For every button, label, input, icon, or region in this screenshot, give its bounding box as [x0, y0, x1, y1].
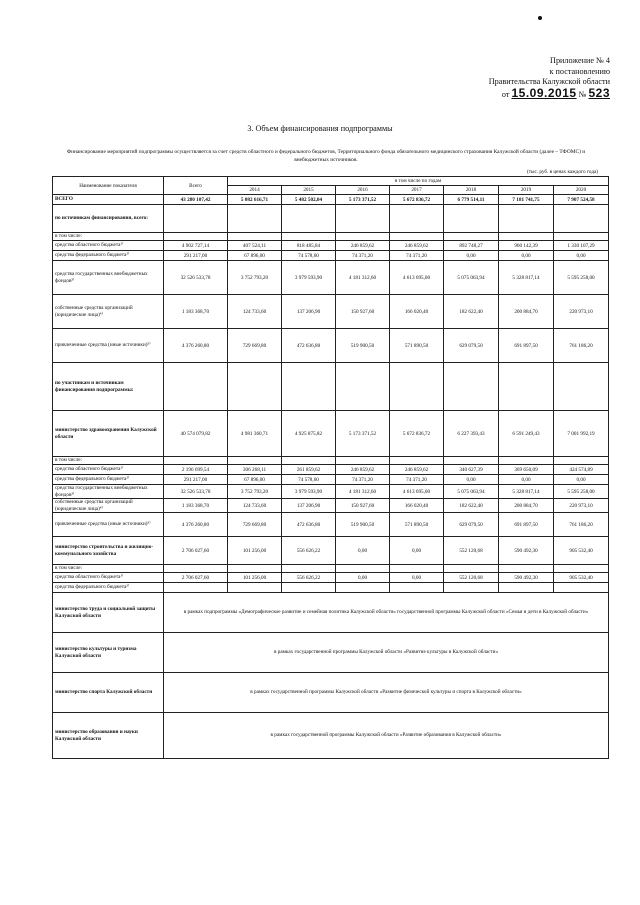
row-label: по участникам и источникам финансирования подпрограммы:	[53, 363, 164, 411]
header-total: Всего	[164, 177, 228, 195]
row-label: средства федерального бюджета²⁾	[53, 251, 164, 261]
cell-value: 246 859,62	[390, 241, 444, 251]
appendix-date: 15.09.2015	[511, 85, 577, 100]
row-label: министерство спорта Калужской области	[53, 673, 164, 713]
cell-value: 5 595 258,00	[554, 261, 609, 295]
cell-value	[390, 363, 444, 411]
cell-value: 761 186,20	[554, 329, 609, 363]
table-body	[53, 195, 609, 759]
cell-value: 5 328 817,14	[499, 261, 554, 295]
cell-value: 200 884,70	[499, 295, 554, 329]
row-label: средства областного бюджета¹⁾	[53, 573, 164, 583]
cell-value	[164, 583, 228, 593]
table-row	[53, 329, 609, 363]
cell-value: 5 328 817,14	[499, 485, 554, 499]
cell-value	[282, 205, 336, 233]
cell-value: 5 173 371,52	[336, 411, 390, 457]
cell-value	[444, 363, 499, 411]
page-mark	[538, 16, 542, 20]
cell-value	[390, 457, 444, 465]
cell-value	[554, 457, 609, 465]
cell-value	[499, 583, 554, 593]
cell-value: 67 896,00	[228, 475, 282, 485]
cell-value	[164, 363, 228, 411]
cell-value: 74 371,20	[336, 251, 390, 261]
cell-value	[390, 205, 444, 233]
cell-value	[444, 583, 499, 593]
cell-value: 246 859,62	[336, 241, 390, 251]
table-row	[53, 251, 609, 261]
cell-value: 4 376 260,80	[164, 329, 228, 363]
cell-value	[228, 457, 282, 465]
cell-value: 220 973,10	[554, 499, 609, 513]
cell-value	[390, 233, 444, 241]
cell-value: 5 075 063,94	[444, 261, 499, 295]
cell-value: 590 492,30	[499, 573, 554, 583]
cell-value: 892 748,27	[444, 241, 499, 251]
cell-value	[444, 205, 499, 233]
cell-value: 552 120,68	[444, 573, 499, 583]
cell-value	[228, 233, 282, 241]
cell-value: 4 613 695,00	[390, 261, 444, 295]
table-row	[53, 513, 609, 537]
table-row-merged	[53, 633, 609, 673]
cell-value: 0,00	[499, 475, 554, 485]
num-prefix: №	[578, 89, 587, 99]
cell-value: 101 256,00	[228, 537, 282, 565]
cell-value	[282, 363, 336, 411]
section-title: 3. Объем финансирования подпрограммы	[247, 124, 393, 133]
cell-value: 6 591 249,43	[499, 411, 554, 457]
cell-value: 6 227 393,43	[444, 411, 499, 457]
row-label: министерство труда и социальной защиты Калужской области	[53, 593, 164, 633]
cell-value: 0,00	[554, 475, 609, 485]
cell-value: 3 752 793,20	[228, 261, 282, 295]
cell-value: 424 574,89	[554, 465, 609, 475]
cell-value	[444, 233, 499, 241]
table-row	[53, 565, 609, 573]
cell-value: 571 890,50	[390, 513, 444, 537]
cell-value: 0,00	[444, 475, 499, 485]
cell-value	[282, 583, 336, 593]
cell-value: 74 371,20	[390, 475, 444, 485]
table-row	[53, 583, 609, 593]
cell-value: 407 524,11	[228, 241, 282, 251]
table-row-merged	[53, 713, 609, 759]
cell-value: 571 890,50	[390, 329, 444, 363]
appendix-header	[489, 56, 610, 100]
cell-value: 2 196 699,54	[164, 465, 228, 475]
table-row-merged	[53, 593, 609, 633]
cell-value	[499, 363, 554, 411]
cell-value: 2 706 027,60	[164, 537, 228, 565]
row-label: министерство строительства и жилищно-коммунального хозяйства	[53, 537, 164, 565]
cell-value: 67 896,00	[228, 251, 282, 261]
cell-value: 5 672 836,72	[390, 411, 444, 457]
cell-value	[336, 457, 390, 465]
cell-value: 1 183 368,70	[164, 295, 228, 329]
cell-value: 2 706 027,60	[164, 573, 228, 583]
cell-value: 3 752 793,20	[228, 485, 282, 499]
cell-value	[336, 205, 390, 233]
cell-value: 4 925 875,82	[282, 411, 336, 457]
cell-value: 5 672 836,72	[390, 195, 444, 205]
cell-value: 150 927,60	[336, 499, 390, 513]
cell-value	[554, 583, 609, 593]
cell-value: 101 256,00	[228, 573, 282, 583]
cell-value	[164, 205, 228, 233]
cell-value: 590 492,30	[499, 537, 554, 565]
cell-value: 3 979 593,90	[282, 261, 336, 295]
table-row	[53, 195, 609, 205]
table-row	[53, 363, 609, 411]
cell-value	[336, 583, 390, 593]
cell-value: 691 897,50	[499, 513, 554, 537]
row-label: собственные средства организаций (юридические лица)⁴⁾	[53, 295, 164, 329]
date-prefix: от	[501, 89, 510, 99]
table-row	[53, 411, 609, 457]
cell-value: 905 532,40	[554, 537, 609, 565]
cell-value	[228, 583, 282, 593]
cell-value: 7 001 992,19	[554, 411, 609, 457]
cell-value: 32 526 533,78	[164, 485, 228, 499]
cell-value: 32 526 533,78	[164, 261, 228, 295]
row-label: собственные средства организаций (юридические лица)⁴⁾	[53, 499, 164, 513]
cell-value: 5 082 616,71	[228, 195, 282, 205]
cell-value	[228, 565, 282, 573]
cell-value: 0,00	[390, 573, 444, 583]
row-label: привлеченные средства (иные источники)⁵⁾	[53, 513, 164, 537]
cell-value: 729 669,80	[228, 513, 282, 537]
cell-value: 4 613 695,00	[390, 485, 444, 499]
cell-value: 0,00	[336, 537, 390, 565]
appendix-number: 523	[588, 85, 610, 100]
cell-value: 629 079,50	[444, 329, 499, 363]
row-label: в том числе:	[53, 233, 164, 241]
row-label: министерство здравоохранения Калужской области	[53, 411, 164, 457]
year-header: 2017	[390, 186, 444, 195]
row-label: средства федерального бюджета²⁾	[53, 583, 164, 593]
row-label: средства областного бюджета¹⁾	[53, 465, 164, 475]
year-header: 2015	[282, 186, 336, 195]
table-row	[53, 499, 609, 513]
cell-value: 519 900,50	[336, 329, 390, 363]
cell-value: 43 280 107,42	[164, 195, 228, 205]
cell-value: 74 371,20	[336, 475, 390, 485]
cell-value: 124 733,60	[228, 295, 282, 329]
cell-value: 761 186,20	[554, 513, 609, 537]
year-header: 2018	[444, 186, 499, 195]
cell-value: 182 622,40	[444, 295, 499, 329]
table-row	[53, 261, 609, 295]
cell-value: 4 981 360,71	[228, 411, 282, 457]
cell-value: 5 173 371,52	[336, 195, 390, 205]
cell-value: 1 183 368,70	[164, 499, 228, 513]
cell-value: 556 626,22	[282, 537, 336, 565]
cell-value	[444, 457, 499, 465]
row-label: по источникам финансирования, всего:	[53, 205, 164, 233]
header-years: в том числе по годам	[228, 177, 609, 186]
cell-value: 261 859,62	[282, 465, 336, 475]
row-label: министерство образования и науки Калужской области	[53, 713, 164, 759]
cell-value: 182 622,40	[444, 499, 499, 513]
cell-value	[336, 233, 390, 241]
cell-value: 4 376 260,80	[164, 513, 228, 537]
cell-value: 74 371,20	[390, 251, 444, 261]
cell-value	[390, 565, 444, 573]
cell-value: 5 075 063,94	[444, 485, 499, 499]
cell-value	[228, 363, 282, 411]
cell-value: 4 181 312,60	[336, 261, 390, 295]
cell-value	[499, 205, 554, 233]
cell-value: 0,00	[336, 573, 390, 583]
cell-value: 6 779 514,11	[444, 195, 499, 205]
appendix-line1: Приложение № 4	[550, 56, 610, 65]
cell-value: 246 859,62	[336, 465, 390, 475]
cell-value	[554, 363, 609, 411]
row-label: в том числе:	[53, 457, 164, 465]
row-label: в том числе:	[53, 565, 164, 573]
cell-value: 629 079,50	[444, 513, 499, 537]
cell-value: 0,00	[499, 251, 554, 261]
row-label: средства государственных внебюджетных фондов³⁾	[53, 485, 164, 499]
table-row	[53, 475, 609, 485]
table-row	[53, 457, 609, 465]
cell-value	[336, 363, 390, 411]
cell-value: 74 578,60	[282, 251, 336, 261]
cell-value: 472 636,80	[282, 329, 336, 363]
table-row	[53, 465, 609, 475]
cell-value: 246 859,62	[390, 465, 444, 475]
row-label: ВСЕГО	[53, 195, 164, 205]
year-header: 2020	[554, 186, 609, 195]
cell-value: 124 733,60	[228, 499, 282, 513]
cell-value: 1 330 107,29	[554, 241, 609, 251]
cell-value: 220 973,10	[554, 295, 609, 329]
appendix-line2: к постановлению	[549, 66, 610, 76]
cell-value	[499, 565, 554, 573]
year-header: 2014	[228, 186, 282, 195]
intro-paragraph: Финансирование мероприятий подпрограммы осуществляется за счет средств областного и федерального бюджетов, Территориального фонда обязательного медицинского страхования Калужской области (далее – ТФОМС) и внебюджетных источников.	[66, 149, 586, 163]
appendix-line3: Правительства Калужской области	[488, 77, 610, 86]
row-label: средства государственных внебюджетных фондов³⁾	[53, 261, 164, 295]
cell-value: 4 181 312,60	[336, 485, 390, 499]
cell-value	[228, 205, 282, 233]
cell-value: 40 574 079,82	[164, 411, 228, 457]
cell-value: 519 900,50	[336, 513, 390, 537]
cell-value	[282, 457, 336, 465]
cell-value	[336, 565, 390, 573]
cell-value: 960 142,39	[499, 241, 554, 251]
cell-value	[554, 233, 609, 241]
units-note: (тыс. руб. в ценах каждого года)	[526, 169, 598, 175]
row-label: средства областного бюджета¹⁾	[53, 241, 164, 251]
cell-value: 200 884,70	[499, 499, 554, 513]
year-header: 2016	[336, 186, 390, 195]
cell-value: 166 020,40	[390, 295, 444, 329]
table-row	[53, 241, 609, 251]
cell-value: 4 902 727,14	[164, 241, 228, 251]
cell-value	[164, 565, 228, 573]
cell-value: 369 650,09	[499, 465, 554, 475]
cell-value: 166 020,40	[390, 499, 444, 513]
cell-value: 0,00	[390, 537, 444, 565]
cell-value: 729 669,80	[228, 329, 282, 363]
cell-value: 291 217,00	[164, 475, 228, 485]
cell-value: 5 482 502,04	[282, 195, 336, 205]
cell-value	[164, 457, 228, 465]
row-label: привлеченные средства (иные источники)⁵⁾	[53, 329, 164, 363]
cell-value	[554, 205, 609, 233]
merged-note: в рамках государственной программы Калужской области «Развитие образования в Калужской области»	[164, 713, 609, 759]
table-row	[53, 537, 609, 565]
cell-value	[164, 233, 228, 241]
cell-value: 0,00	[554, 251, 609, 261]
cell-value: 137 206,90	[282, 295, 336, 329]
merged-note: в рамках государственной программы Калужской области «Развитие культуры в Калужской области»	[164, 633, 609, 673]
cell-value: 3 979 593,90	[282, 485, 336, 499]
year-header: 2019	[499, 186, 554, 195]
financing-table	[52, 176, 609, 759]
table-row	[53, 205, 609, 233]
cell-value: 556 626,22	[282, 573, 336, 583]
cell-value	[444, 565, 499, 573]
table-row	[53, 295, 609, 329]
table-row-merged	[53, 673, 609, 713]
cell-value: 150 927,60	[336, 295, 390, 329]
merged-note: в рамках государственной программы Калужской области «Развитие физической культуры и спорта в Калужской области»	[164, 673, 609, 713]
cell-value: 7 181 741,75	[499, 195, 554, 205]
merged-note: в рамках подпрограммы «Демографическое развитие и семейная политика Калужской области» государственной программы Калужской области «Семья и дети в Калужской области»	[164, 593, 609, 633]
cell-value: 5 595 258,00	[554, 485, 609, 499]
cell-value	[282, 233, 336, 241]
row-label: министерство культуры и туризма Калужской области	[53, 633, 164, 673]
cell-value: 472 636,80	[282, 513, 336, 537]
cell-value: 905 532,40	[554, 573, 609, 583]
cell-value: 0,00	[444, 251, 499, 261]
row-label: средства федерального бюджета²⁾	[53, 475, 164, 485]
cell-value: 291 217,00	[164, 251, 228, 261]
table-row	[53, 233, 609, 241]
cell-value	[499, 233, 554, 241]
cell-value: 340 627,39	[444, 465, 499, 475]
cell-value: 306 268,11	[228, 465, 282, 475]
table-row	[53, 485, 609, 499]
cell-value	[554, 565, 609, 573]
cell-value	[282, 565, 336, 573]
cell-value	[499, 457, 554, 465]
header-name: Наименование показателя	[53, 177, 164, 195]
cell-value: 691 897,50	[499, 329, 554, 363]
cell-value: 818 485,84	[282, 241, 336, 251]
cell-value: 7 907 524,58	[554, 195, 609, 205]
appendix-date-line	[489, 85, 610, 101]
cell-value	[390, 583, 444, 593]
cell-value: 552 120,68	[444, 537, 499, 565]
cell-value: 137 206,90	[282, 499, 336, 513]
table-row	[53, 573, 609, 583]
cell-value: 74 578,60	[282, 475, 336, 485]
